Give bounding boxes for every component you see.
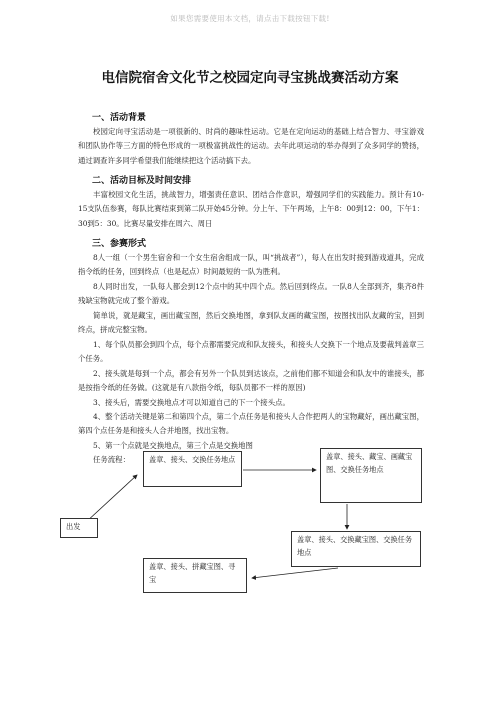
section-heading-background: 一、活动背景 (92, 113, 147, 123)
paragraph-background: 校园定向寻宝活动是一项很新的、时尚的趣味性运动。它是在定向运动的基础上结合智力、寻宝游戏和团队协作等三方面的特色形成的一项极富挑战性的运动。去年此项运动的举办得到了众多同学的赞扬，通过调查许多同学希望我们能继续把这个活动搞下去。 (78, 127, 424, 165)
paragraph-rule-3: 3、接头后，需要交换地点才可以知道自己的下一个接头点。 (93, 398, 290, 407)
paragraph-format-start: 8人同时出发，一队每人都会到12个点中的其中四个点。然后回到终点。一队8人全部到齐，集齐8件残缺宝物就完成了整个游戏。 (78, 282, 424, 306)
flow-box-start: 出发 (60, 518, 98, 538)
paragraph-rule-2: 2、接头就是每到一个点，都会有另外一个队员到达该点，之前他们都不知道会和队友中的谁接头，都是按指令纸的任务做。(这就是有八款指令纸，每队员都不一样的原因) (78, 369, 424, 393)
flow-box-fourth-point: 盖章、接头、拼藏宝图、寻宝 (143, 558, 247, 593)
paragraph-rule-5: 5、第一个点就是交换地点，第三个点是交换地图 (93, 441, 253, 450)
paragraph-format-team: 8人一组（一个男生宿舍和一个女生宿舍组成一队，叫“挑战者”），每人在出发时接到游戏道具，完成指令纸的任务，回到终点（也是起点）时间最短的一队为胜利。 (78, 253, 424, 277)
flow-box-second-point: 盖章、接头、藏宝、画藏宝图、交换任务地点 (320, 448, 422, 503)
paragraph-format-summary: 简单说，就是藏宝，画出藏宝图，然后交换地图，拿到队友画的藏宝图，按图找出队友藏的宝，回到终点，拼成完整宝物。 (78, 311, 424, 335)
flow-label: 任务流程： (93, 455, 130, 464)
section-heading-format: 三、参赛形式 (92, 239, 147, 249)
flow-box-third-point: 盖章、接头、交换藏宝图、交换任务地点 (291, 531, 421, 567)
flow-box-first-point: 盖章、接头、交换任务地点 (143, 451, 242, 487)
document-title: 电信院宿舍文化节之校园定向寻宝挑战赛活动方案 (101, 70, 399, 86)
download-watermark: 如果您需要使用本文档，请点击下载按钮下载! (170, 14, 330, 23)
paragraph-goals-schedule: 丰富校园文化生活，挑战智力，增强责任意识、团结合作意识，增强同学们的实践能力。预计有10-15支队伍参赛，每队比赛结束到第二队开始45分钟。分上午、下午两场，上午8：00到12：00，下午1：30到5：30。比赛尽量安排在周六、周日 (78, 190, 424, 228)
section-heading-goals-schedule: 二、活动目标及时间安排 (92, 176, 192, 186)
paragraph-rule-1: 1、每个队员都会到四个点，每个点都需要完成和队友接头，和接头人交换下一个地点及要裁判盖章三个任务。 (78, 340, 424, 364)
paragraph-rule-4: 4、整个活动关键是第二和第四个点，第二个点任务是和接头人合作把两人的宝物藏好，画出藏宝图，第四个点任务是和接头人合并地图，找出宝物。 (78, 412, 424, 436)
